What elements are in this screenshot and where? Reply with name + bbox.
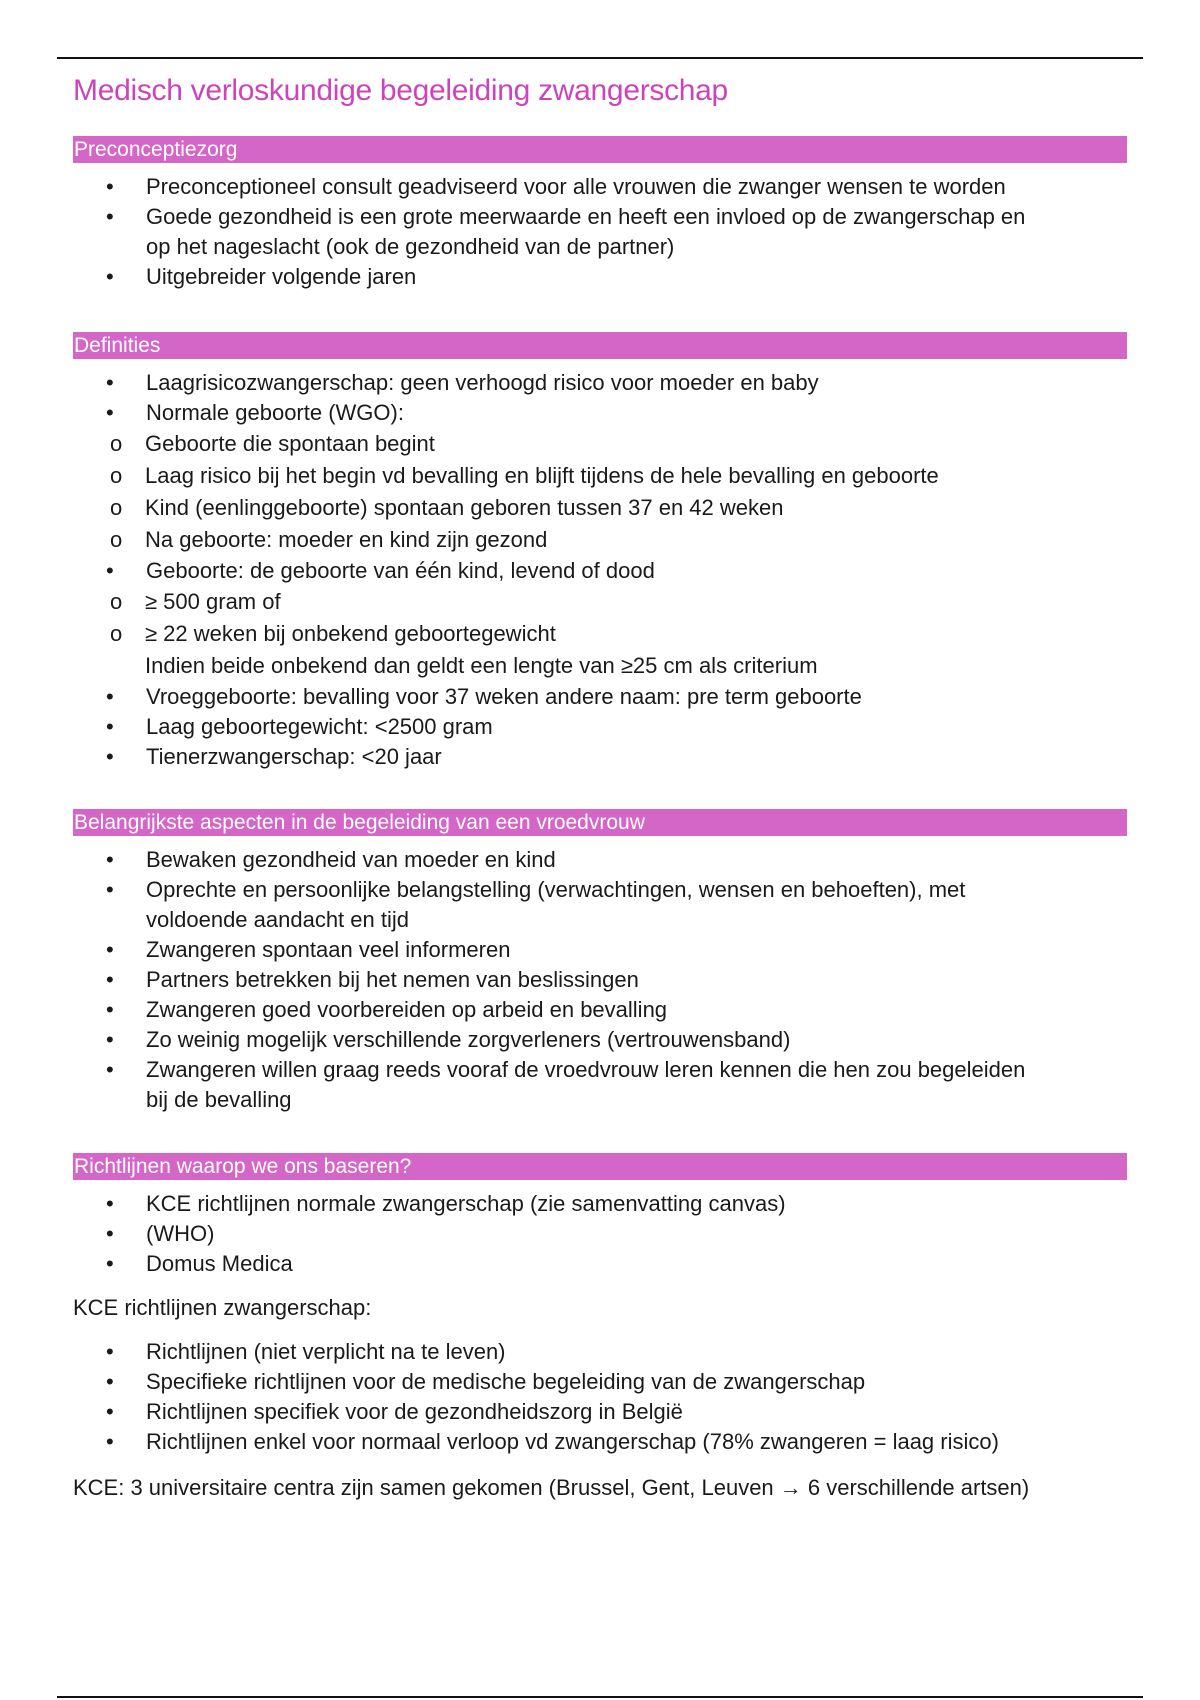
sub-item: o Kind (eenlinggeboorte) spontaan geboren tussen 37 en 42 weken: [73, 492, 1127, 524]
list-item: • Oprechte en persoonlijke belangstelling (verwachtingen, wensen en behoeften), met voldoende aandacht en tijd: [73, 875, 1127, 935]
sublist-geboorte: [73, 586, 1127, 682]
document-page: [73, 70, 1127, 1503]
list-item: • Zwangeren willen graag reeds vooraf de vroedvrouw leren kennen die hen zou begeleiden bij de bevalling: [73, 1055, 1127, 1115]
section-heading-preconceptie: Preconceptiezorg: [73, 136, 1127, 163]
section-heading-richtlijnen: Richtlijnen waarop we ons baseren?: [73, 1153, 1127, 1180]
list-item: • Uitgebreider volgende jaren: [73, 262, 1127, 292]
list-item: • (WHO): [73, 1219, 1127, 1249]
sub-item-continuation: Indien beide onbekend dan geldt een lengte van ≥25 cm als criterium: [145, 653, 818, 678]
list-item: • Richtlijnen (niet verplicht na te leven): [73, 1337, 1127, 1367]
list-item: • Zwangeren goed voorbereiden op arbeid en bevalling: [73, 995, 1127, 1025]
list-item: • Goede gezondheid is een grote meerwaarde en heeft een invloed op de zwangerschap en op het nageslacht (ook de gezondheid van de partner): [73, 202, 1127, 262]
list-item: • Domus Medica: [73, 1249, 1127, 1279]
list-kce: [73, 1337, 1127, 1457]
list-item: • Vroeggeboorte: bevalling voor 37 weken andere naam: pre term geboorte: [73, 682, 1127, 712]
kce-note: KCE: 3 universitaire centra zijn samen gekomen (Brussel, Gent, Leuven → 6 verschillende artsen): [73, 1475, 1030, 1500]
page-title: Medisch verloskundige begeleiding zwangerschap: [73, 74, 728, 107]
list-item: • Zo weinig mogelijk verschillende zorgverleners (vertrouwensband): [73, 1025, 1127, 1055]
list-richtlijnen: [73, 1189, 1127, 1279]
list-item: • Geboorte: de geboorte van één kind, levend of dood: [73, 556, 1127, 586]
list-item: • Preconceptioneel consult geadviseerd voor alle vrouwen die zwanger wensen te worden: [73, 172, 1127, 202]
section-heading-definities: Definities: [73, 332, 1127, 359]
sub-item: o Geboorte die spontaan begint: [73, 428, 1127, 460]
section-heading-aspecten: Belangrijkste aspecten in de begeleiding van een vroedvrouw: [73, 809, 1127, 836]
top-rule: [57, 57, 1143, 59]
list-item: • Laag geboortegewicht: <2500 gram: [73, 712, 1127, 742]
list-aspecten: [73, 845, 1127, 1115]
list-item: • Normale geboorte (WGO):: [73, 398, 1127, 428]
list-definities-cont: [73, 556, 1127, 586]
list-item: • Zwangeren spontaan veel informeren: [73, 935, 1127, 965]
sub-item: o ≥ 500 gram of: [73, 586, 1127, 618]
list-item: • KCE richtlijnen normale zwangerschap (zie samenvatting canvas): [73, 1189, 1127, 1219]
bottom-rule: [57, 1696, 1143, 1698]
list-definities: [73, 368, 1127, 428]
list-item: • Tienerzwangerschap: <20 jaar: [73, 742, 1127, 772]
sub-item: o ≥ 22 weken bij onbekend geboortegewicht: [73, 618, 1127, 650]
sublist-normale-geboorte: [73, 428, 1127, 556]
list-item: • Richtlijnen specifiek voor de gezondheidszorg in België: [73, 1397, 1127, 1427]
list-item: • Specifieke richtlijnen voor de medische begeleiding van de zwangerschap: [73, 1367, 1127, 1397]
sub-item: o Laag risico bij het begin vd bevalling en blijft tijdens de hele bevalling en geboorte: [73, 460, 1127, 492]
list-definities-end: [73, 682, 1127, 772]
list-item: • Richtlijnen enkel voor normaal verloop vd zwangerschap (78% zwangeren = laag risico): [73, 1427, 1127, 1457]
list-item: • Laagrisicozwangerschap: geen verhoogd risico voor moeder en baby: [73, 368, 1127, 398]
list-item: • Bewaken gezondheid van moeder en kind: [73, 845, 1127, 875]
list-preconceptie: [73, 172, 1127, 292]
sub-item: o Na geboorte: moeder en kind zijn gezond: [73, 524, 1127, 556]
kce-heading: KCE richtlijnen zwangerschap:: [73, 1295, 372, 1320]
list-item: • Partners betrekken bij het nemen van beslissingen: [73, 965, 1127, 995]
